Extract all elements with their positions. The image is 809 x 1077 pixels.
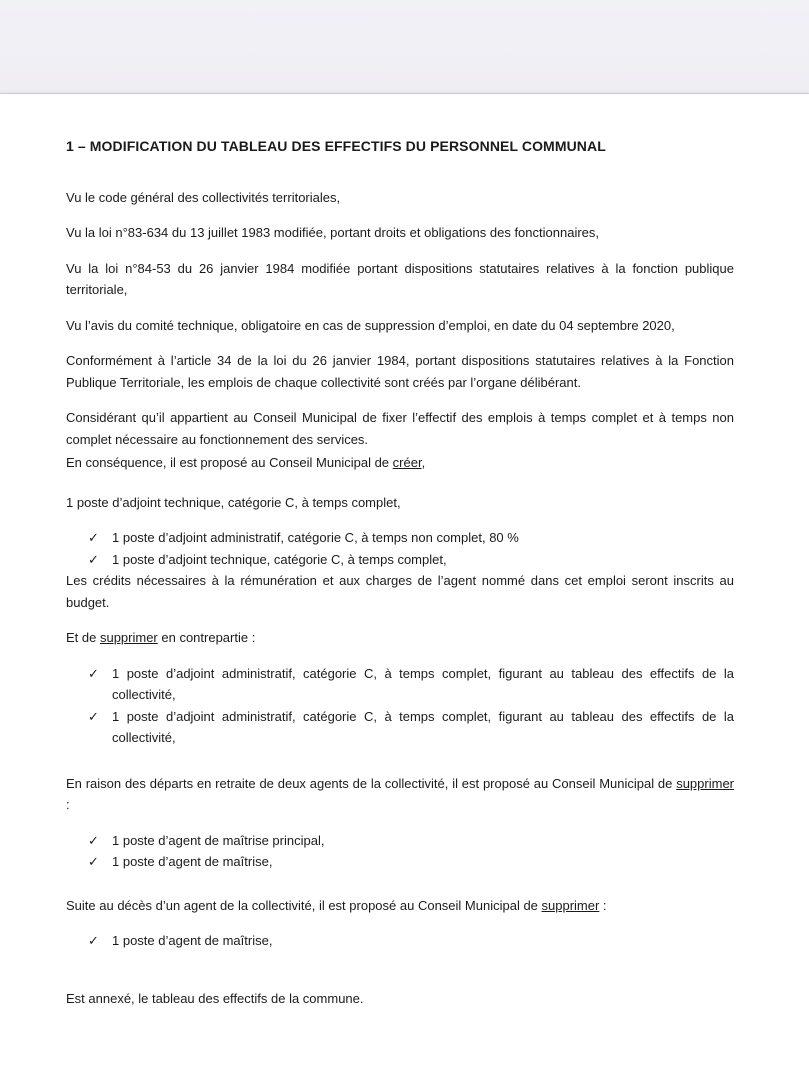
check-bullet-icon: ✓	[88, 832, 99, 848]
list-item-text: 1 poste d’adjoint technique, catégorie C, à temps complet,	[112, 551, 447, 567]
list-item	[66, 663, 734, 706]
check-list-retraite	[66, 830, 734, 873]
paragraph-credits: Les crédits nécessaires à la rémunération et aux charges de l’agent nommé dans cet emploi seront inscrits au budget.	[66, 573, 734, 610]
text-segment: En raison des départs en retraite de deux agents de la collectivité, il est proposé au Conseil Municipal de	[66, 775, 677, 791]
document-page	[0, 94, 809, 1049]
text-segment: ,	[421, 455, 426, 470]
text-segment: En conséquence, il est proposé au Conseil Municipal de	[66, 455, 393, 470]
list-item	[66, 527, 734, 549]
check-list-deces	[66, 930, 734, 952]
paragraph-poste-technique: 1 poste d’adjoint technique, catégorie C, à temps complet,	[66, 494, 401, 510]
check-bullet-icon: ✓	[88, 551, 99, 567]
paragraph-deces	[66, 895, 734, 917]
paragraph-considerant: Considérant qu’il appartient au Conseil Municipal de fixer l’effectif des emplois à temps complet et à temps non complet nécessaire au fonctionnement des services.	[66, 410, 734, 447]
text-segment: en contrepartie :	[157, 630, 256, 645]
list-item-text: 1 poste d’agent de maîtrise principal,	[112, 832, 325, 848]
underlined-word-supprimer: supprimer	[99, 630, 158, 645]
underlined-word-creer: créer	[392, 455, 422, 470]
paragraph-retraite	[66, 773, 734, 816]
paragraph-annexe: Est annexé, le tableau des effectifs de la commune.	[66, 990, 364, 1006]
list-item	[66, 930, 734, 952]
underlined-word-supprimer: supprimer	[541, 897, 600, 913]
paragraph-vu-loi-83: Vu la loi n°83-634 du 13 juillet 1983 modifiée, portant droits et obligations des fonctionnaires,	[66, 225, 599, 240]
page-title: 1 – MODIFICATION DU TABLEAU DES EFFECTIFS DU PERSONNEL COMMUNAL	[66, 138, 606, 154]
check-bullet-icon: ✓	[88, 708, 99, 724]
paragraph-en-consequence	[66, 452, 734, 474]
paragraph-conformement: Conformément à l’article 34 de la loi du 26 janvier 1984, portant dispositions statutaires relatives à la Fonction Publique Territoriale, les emplois de chaque collectivité sont créés par l’organe délibérant.	[66, 353, 734, 390]
text-segment: :	[66, 797, 70, 812]
check-list-creer	[66, 527, 734, 570]
list-item	[66, 549, 734, 571]
check-bullet-icon: ✓	[88, 854, 99, 869]
list-item	[66, 706, 734, 749]
text-segment: :	[599, 897, 607, 913]
list-item	[66, 851, 734, 873]
text-segment: Et de	[66, 630, 100, 645]
list-item-text: 1 poste d’adjoint administratif, catégorie C, à temps complet, figurant au tableau des effectifs de la collectivité,	[112, 708, 734, 745]
check-list-supprimer	[66, 663, 734, 749]
paragraph-vu-avis: Vu l’avis du comité technique, obligatoire en cas de suppression d’emploi, en date du 04 septembre 2020,	[66, 317, 675, 333]
paragraph-vu-loi-84: Vu la loi n°84-53 du 26 janvier 1984 modifiée portant dispositions statutaires relatives à la fonction publique territoriale,	[66, 260, 734, 297]
list-item	[66, 830, 734, 852]
list-item-text: 1 poste d’agent de maîtrise,	[112, 854, 273, 869]
paragraph-vu-code: Vu le code général des collectivités territoriales,	[66, 189, 341, 205]
page-top-gap	[0, 0, 809, 94]
text-segment: Suite au décès d’un agent de la collectivité, il est proposé au Conseil Municipal de	[66, 897, 542, 913]
underlined-word-supprimer: supprimer	[676, 775, 734, 791]
paragraph-supprimer-contrepartie	[66, 627, 734, 649]
check-bullet-icon: ✓	[88, 933, 99, 948]
list-item-text: 1 poste d’adjoint administratif, catégorie C, à temps non complet, 80 %	[112, 530, 519, 545]
list-item-text: 1 poste d’adjoint administratif, catégorie C, à temps complet, figurant au tableau des effectifs de la collectivité,	[112, 665, 734, 702]
check-bullet-icon: ✓	[88, 665, 99, 681]
list-item-text: 1 poste d’agent de maîtrise,	[112, 933, 273, 948]
check-bullet-icon: ✓	[88, 530, 99, 545]
